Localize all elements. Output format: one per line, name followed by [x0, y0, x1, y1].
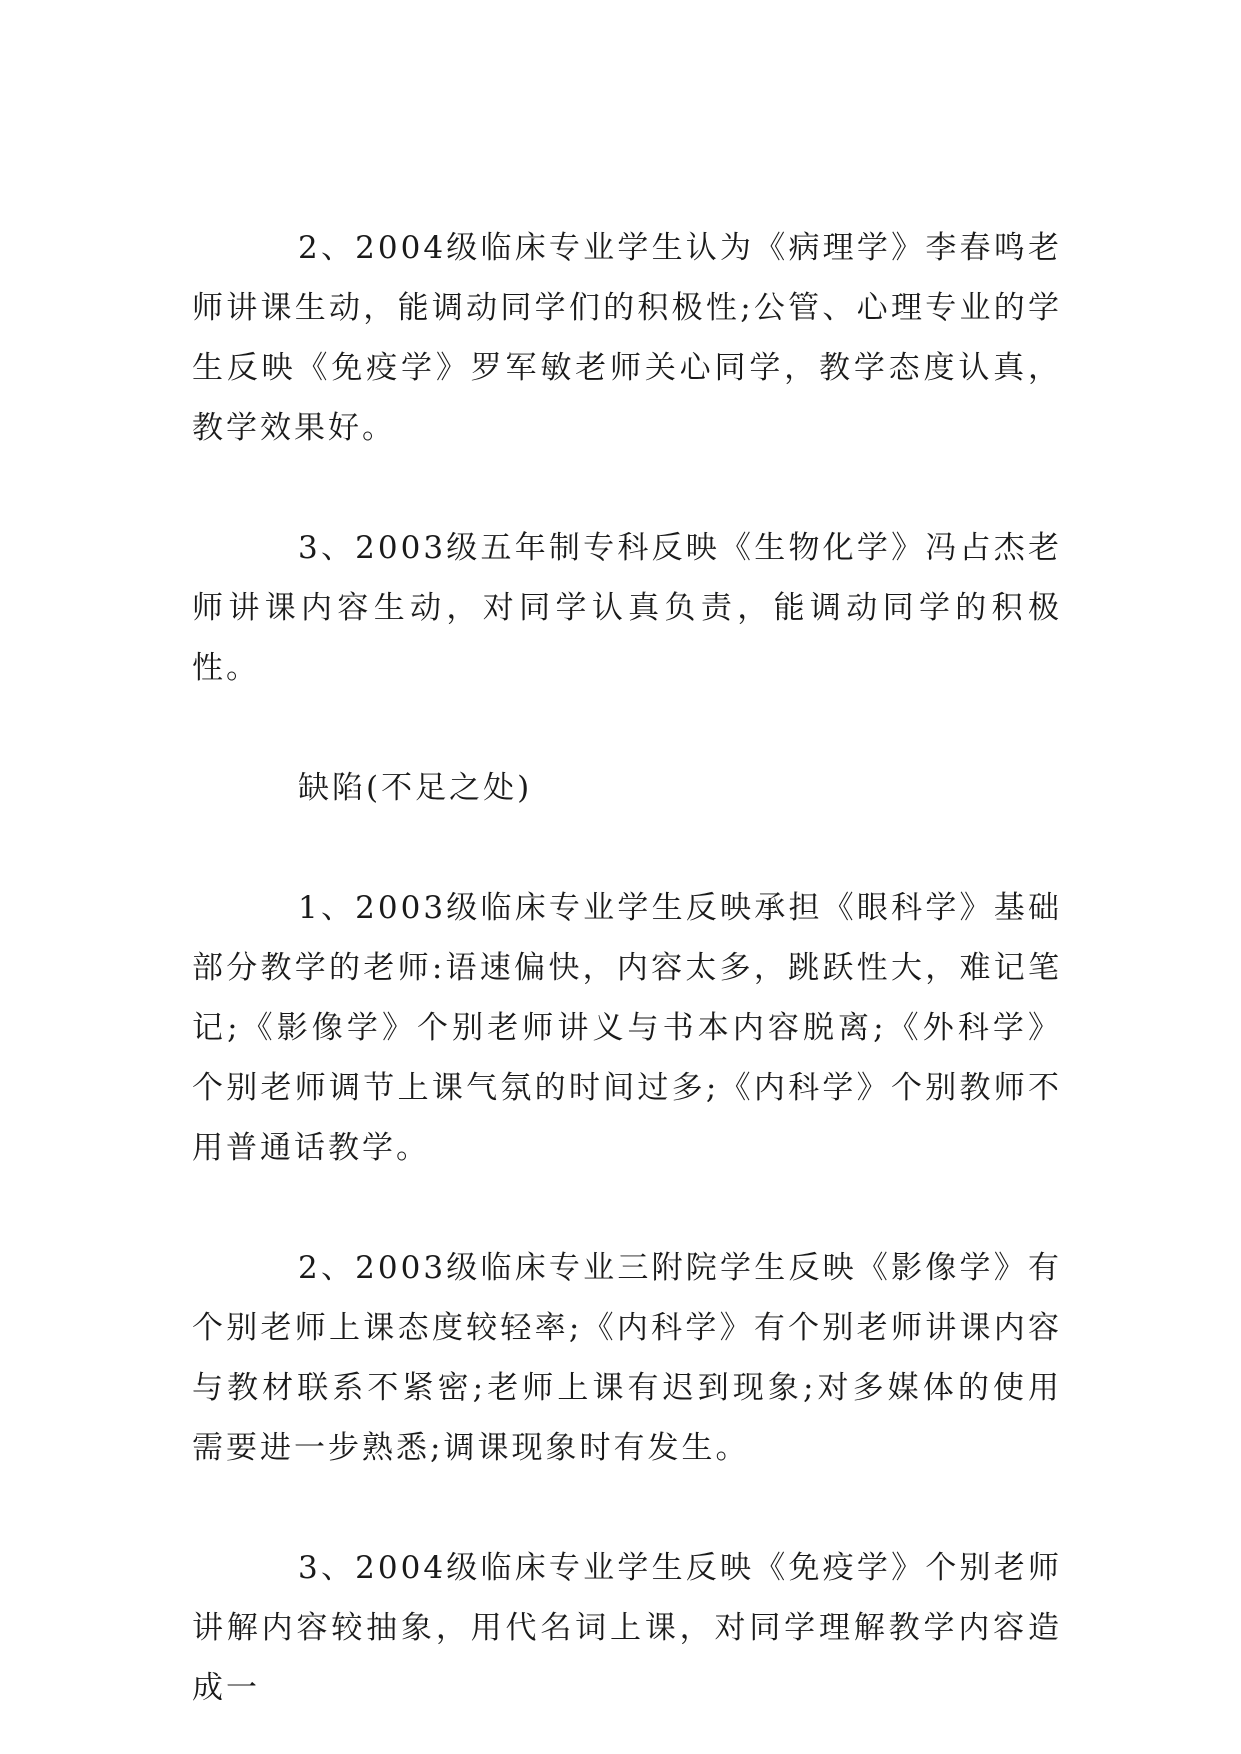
section-heading-defects: 缺陷(不足之处) — [298, 770, 533, 806]
paragraph-praise-2: 2、2004级临床专业学生认为《病理学》李春鸣老师讲课生动，能调动同学们的积极性;公管、心理专业的学生反映《免疫学》罗军敏老师关心同学，教学态度认真，教学效果好。 — [192, 230, 1062, 446]
document-body — [192, 218, 1062, 1718]
paragraph-defect-2: 2、2003级临床专业三附院学生反映《影像学》有个别老师上课态度较轻率;《内科学》有个别老师讲课内容与教材联系不紧密;老师上课有迟到现象;对多媒体的使用需要进一步熟悉;调课现象时有发生。 — [192, 1250, 1062, 1466]
paragraph-defect-3: 3、2004级临床专业学生反映《免疫学》个别老师讲解内容较抽象，用代名词上课，对同学理解教学内容造成一 — [192, 1550, 1062, 1706]
paragraph-praise-3: 3、2003级五年制专科反映《生物化学》冯占杰老师讲课内容生动，对同学认真负责，能调动同学的积极性。 — [192, 530, 1062, 686]
paragraph-defect-1: 1、2003级临床专业学生反映承担《眼科学》基础部分教学的老师:语速偏快，内容太多，跳跃性大，难记笔记;《影像学》个别老师讲义与书本内容脱离;《外科学》个别老师调节上课气氛的时间过多;《内科学》个别教师不用普通话教学。 — [192, 890, 1062, 1166]
